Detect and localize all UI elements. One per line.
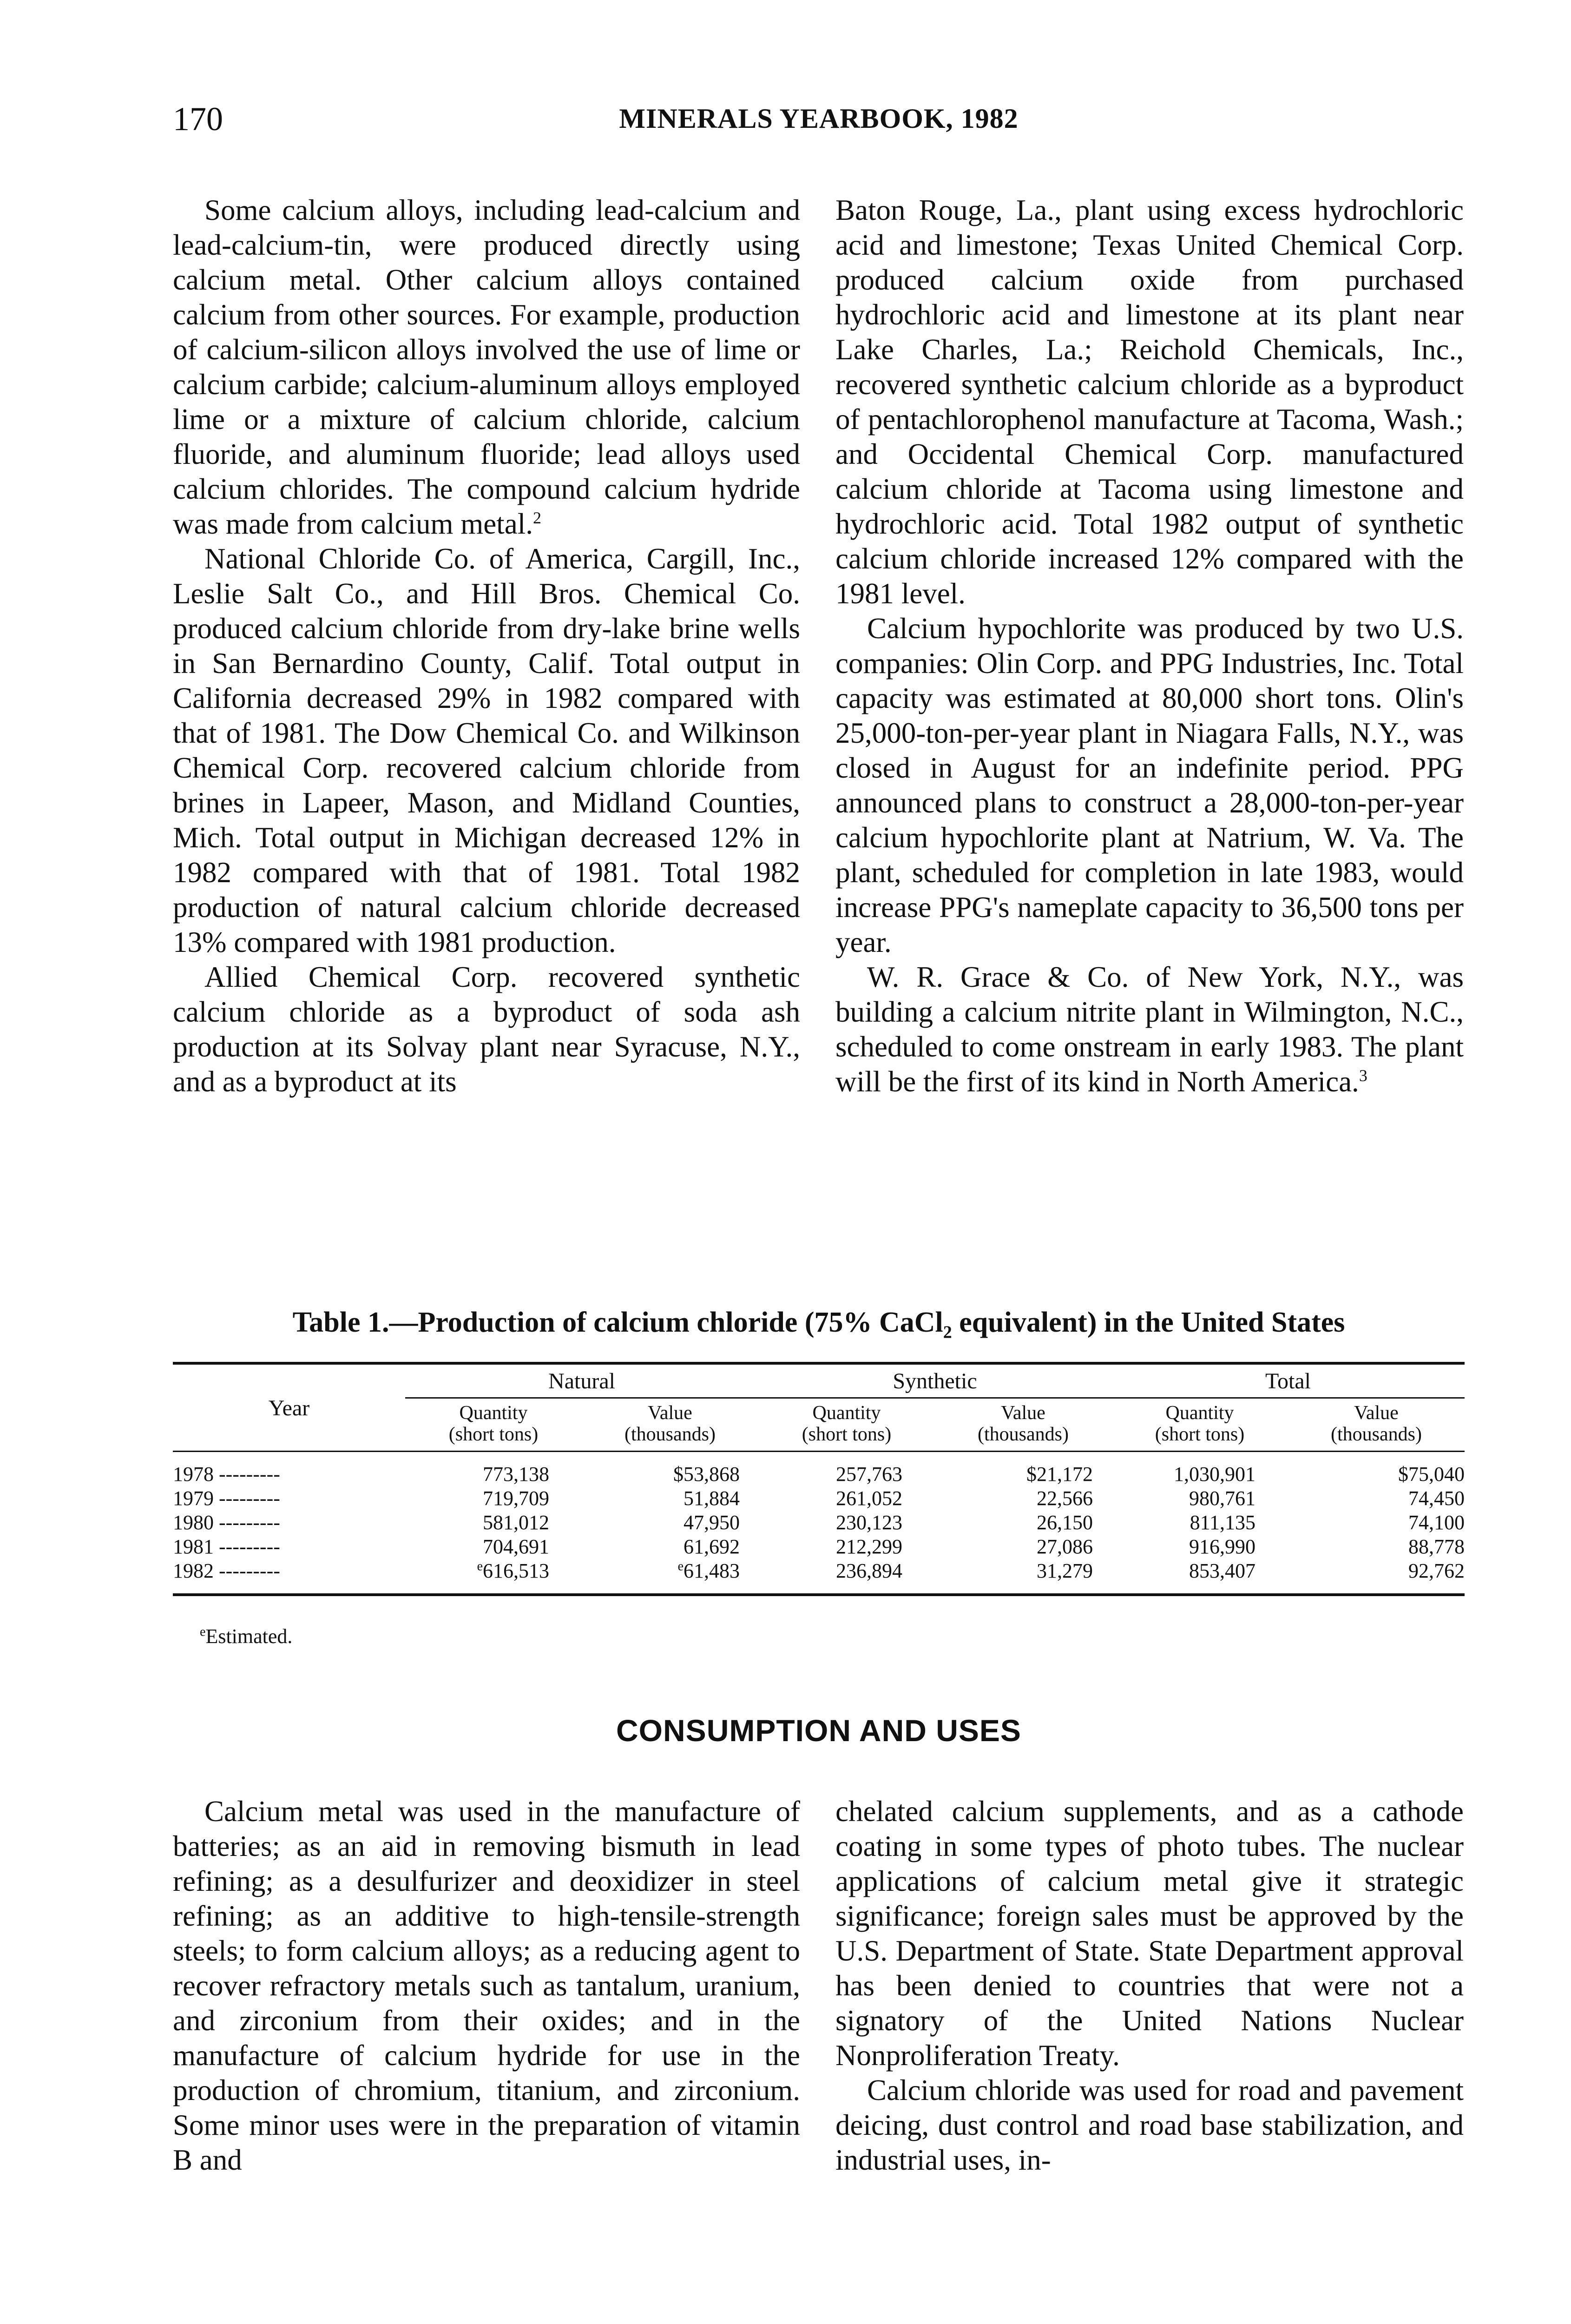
running-head xyxy=(173,100,1465,142)
quantity-header: Quantity (short tons) xyxy=(448,1402,539,1445)
bottom-left-column xyxy=(173,1794,800,2178)
group-header-total: Total xyxy=(1111,1363,1465,1398)
paragraph-nuclear-applications: chelated calcium supplements, and as a cathode coating in some types of photo tubes. The nuclear applications of calcium metal give it strategic significance; foreign sales must be approved by the U.S. Department of State. State Department approval has been denied to countries that were not a signatory of the United Nations Nuclear Nonproliferation Treaty. xyxy=(835,1795,1464,2072)
estimated-mark: e xyxy=(477,1559,483,1574)
table-title: Table 1.—Production of calcium chloride (75% CaCl$_2$ equivalent) in the United States xyxy=(292,1307,1345,1342)
production-table xyxy=(173,1362,1465,1596)
running-title: MINERALS YEARBOOK, 1982 xyxy=(619,103,1019,134)
quantity-header: Quantity (short tons) xyxy=(802,1402,892,1445)
quantity-header: Quantity (short tons) xyxy=(1155,1402,1245,1445)
bottom-right-column xyxy=(835,1794,1464,2178)
value-header: Value (thousands) xyxy=(1331,1402,1422,1445)
group-header-natural: Natural xyxy=(405,1363,758,1398)
paragraph-calcium-metal-uses: Calcium metal was used in the manufacture of batteries; as an aid in removing bismuth in lead refining; as a desulfurizer and deoxidizer in steel refining; as an additive to high-tensile-strength steels; to form calcium alloys; as a reducing agent to recover refractory metals such as tantalum, uranium, and zirconium from their oxides; and in the manufacture of calcium hydride for use in the production of chromium, titanium, and zirconium. Some minor uses were in the preparation of vitamin B and xyxy=(173,1795,800,2176)
year-header: Year xyxy=(173,1363,405,1452)
paragraph-calcium-alloys: Some calcium alloys, including lead-calcium and lead-calcium-tin, were produced directly using calcium metal. Other calcium alloys contained calcium from other sources. For example, production of calcium-silicon alloys involved the use of lime or calcium carbide; calcium-aluminum alloys employed lime or a mixture of calcium chloride, calcium fluoride, and aluminum fluoride; lead alloys used calcium chlorides. The compound calcium hydride was made from calcium metal.$^2$ xyxy=(173,194,800,540)
paragraph-natural-chloride: National Chloride Co. of America, Cargill, Inc., Leslie Salt Co., and Hill Bros. Chemical Co. produced calcium chloride from dry-lake brine wells in San Bernardino County, Calif. Total output in California decreased 29% in 1982 compared with that of 1981. The Dow Chemical Co. and Wilkinson Chemical Corp. recovered calcium chloride from brines in Lapeer, Mason, and Midland Counties, Mich. Total output in Michigan decreased 12% in 1982 compared with that of 1981. Total 1982 production of natural calcium chloride decreased 13% compared with 1981 production. xyxy=(173,542,800,958)
estimated-mark: e xyxy=(677,1559,684,1574)
section-heading: CONSUMPTION AND USES xyxy=(616,1713,1021,1748)
top-right-column xyxy=(835,193,1464,1099)
group-header-synthetic: Synthetic xyxy=(758,1363,1111,1398)
table-row: 1982 --------- $^e$616,513 $^e$61,483 236,894 31,279 853,407 92,762 xyxy=(173,1559,1465,1595)
paragraph-calcium-chloride-uses: Calcium chloride was used for road and pavement deicing, dust control and road base stabilization, and industrial uses, in- xyxy=(835,2074,1464,2176)
value-header: Value (thousands) xyxy=(978,1402,1069,1445)
paragraph-allied-chemical: Allied Chemical Corp. recovered synthetic calcium chloride as a byproduct of soda ash production at its Solvay plant near Syracuse, N.Y., and as a byproduct at its xyxy=(173,961,800,1098)
footnote-ref: 3 xyxy=(1359,1066,1367,1085)
paragraph-baton-rouge: Baton Rouge, La., plant using excess hydrochloric acid and limestone; Texas United Chemical Corp. produced calcium oxide from purchased hydrochloric acid and limestone at its plant near Lake Charles, La.; Reichold Chemicals, Inc., recovered synthetic calcium chloride as a byproduct of pentachlorophenol manufacture at Tacoma, Wash.; and Occidental Chemical Corp. manufactured calcium chloride at Tacoma using limestone and hydrochloric acid. Total 1982 output of synthetic calcium chloride increased 12% compared with the 1981 level. xyxy=(835,194,1464,610)
table-row: 1978 --------- 773,138 $53,868 257,763 $21,172 1,030,901 $75,040 xyxy=(173,1452,1465,1487)
top-left-column xyxy=(173,193,800,1099)
table-row: 1981 --------- 704,691 61,692 212,299 27,086 916,990 88,778 xyxy=(173,1535,1465,1558)
value-header: Value (thousands) xyxy=(624,1402,716,1445)
table-row: 1980 --------- 581,012 47,950 230,123 26,150 811,135 74,100 xyxy=(173,1511,1465,1534)
page-number: 170 xyxy=(173,100,223,138)
table-footnote: $^e$Estimated. xyxy=(200,1624,293,1648)
paragraph-grace-nitrite: W. R. Grace & Co. of New York, N.Y., was building a calcium nitrite plant in Wilmington, N.C., scheduled to come onstream in early 1983. The plant will be the first of its kind in North America.$^3$ xyxy=(835,961,1464,1098)
paragraph-hypochlorite: Calcium hypochlorite was produced by two U.S. companies: Olin Corp. and PPG Industries, Inc. Total capacity was estimated at 80,000 short tons. Olin's 25,000-ton-per-year plant in Niagara Falls, N.Y., was closed in August for an indefinite period. PPG announced plans to construct a 28,000-ton-per-year calcium hypochlorite plant at Natrium, W. Va. The plant, scheduled for completion in late 1983, would increase PPG's nameplate capacity to 36,500 tons per year. xyxy=(835,612,1464,958)
table-row: 1979 --------- 719,709 51,884 261,052 22,566 980,761 74,450 xyxy=(173,1487,1465,1510)
footnote-ref: 2 xyxy=(532,508,541,527)
